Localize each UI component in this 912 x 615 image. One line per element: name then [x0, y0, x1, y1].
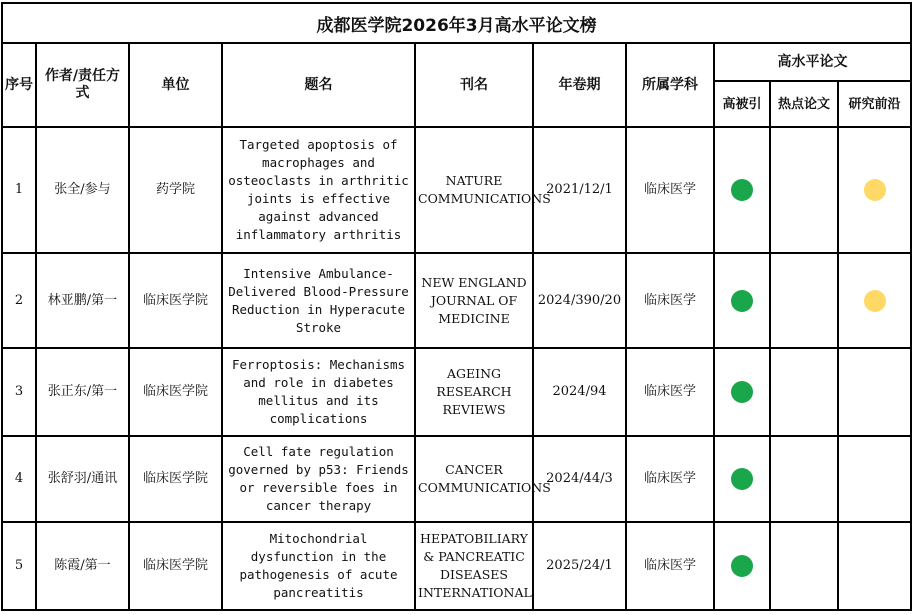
highly-cited-indicator: [731, 468, 753, 490]
cell-author: 林亚鹏/第一: [36, 253, 129, 348]
research-frontier-indicator: [864, 179, 886, 201]
cell-unit: 临床医学院: [129, 436, 222, 522]
table-title: 成都医学院2026年3月高水平论文榜: [2, 3, 911, 43]
cell-journal: NATURE COMMUNICATIONS: [415, 127, 533, 253]
header-topic: 题名: [222, 43, 415, 127]
table-row: [2, 348, 911, 436]
cell-seq: 2: [2, 253, 36, 348]
paper-ranking-table: [1, 2, 912, 611]
cell-volume: 2025/24/1: [533, 522, 626, 610]
cell-topic: Targeted apoptosis of macrophages and osteoclasts in arthritic joints is effective against advanced inflammatory arthritis: [222, 127, 415, 253]
cell-volume: 2024/94: [533, 348, 626, 436]
highly-cited-indicator: [731, 179, 753, 201]
highly-cited-indicator: [731, 555, 753, 577]
cell-seq: 1: [2, 127, 36, 253]
cell-discipline: 临床医学: [626, 127, 714, 253]
cell-journal: NEW ENGLAND JOURNAL OF MEDICINE: [415, 253, 533, 348]
cell-frontier: [838, 436, 911, 522]
cell-author: 张全/参与: [36, 127, 129, 253]
cell-frontier: [838, 127, 911, 253]
header-volume: 年卷期: [533, 43, 626, 127]
cell-seq: 4: [2, 436, 36, 522]
cell-topic: Ferroptosis: Mechanisms and role in diabetes mellitus and its complications: [222, 348, 415, 436]
cell-frontier: [838, 348, 911, 436]
cell-author: 张舒羽/通讯: [36, 436, 129, 522]
cell-author: 陈霞/第一: [36, 522, 129, 610]
cell-volume: 2024/44/3: [533, 436, 626, 522]
table-row: [2, 127, 911, 253]
header-highly-cited: 高被引: [714, 81, 770, 127]
cell-seq: 3: [2, 348, 36, 436]
cell-unit: 药学院: [129, 127, 222, 253]
header-unit: 单位: [129, 43, 222, 127]
cell-volume: 2021/12/1: [533, 127, 626, 253]
table-row: [2, 436, 911, 522]
cell-cited: [714, 253, 770, 348]
table-row: [2, 522, 911, 610]
cell-cited: [714, 522, 770, 610]
highly-cited-indicator: [731, 290, 753, 312]
cell-topic: Intensive Ambulance-Delivered Blood-Pressure Reduction in Hyperacute Stroke: [222, 253, 415, 348]
header-discipline: 所属学科: [626, 43, 714, 127]
cell-hot: [770, 253, 838, 348]
cell-cited: [714, 348, 770, 436]
cell-discipline: 临床医学: [626, 253, 714, 348]
header-high-level-group: 高水平论文: [714, 43, 911, 81]
cell-seq: 5: [2, 522, 36, 610]
header-author: 作者/责任方式: [36, 43, 129, 127]
cell-unit: 临床医学院: [129, 253, 222, 348]
table-row: [2, 253, 911, 348]
header-journal: 刊名: [415, 43, 533, 127]
research-frontier-indicator: [864, 290, 886, 312]
cell-topic: Mitochondrial dysfunction in the pathogenesis of acute pancreatitis: [222, 522, 415, 610]
cell-hot: [770, 127, 838, 253]
table-body: [2, 127, 911, 610]
cell-hot: [770, 436, 838, 522]
cell-journal: AGEING RESEARCH REVIEWS: [415, 348, 533, 436]
header-seq: 序号: [2, 43, 36, 127]
cell-discipline: 临床医学: [626, 436, 714, 522]
highly-cited-indicator: [731, 381, 753, 403]
cell-journal: HEPATOBILIARY & PANCREATIC DISEASES INTERNATIONAL: [415, 522, 533, 610]
cell-discipline: 临床医学: [626, 348, 714, 436]
cell-cited: [714, 436, 770, 522]
cell-frontier: [838, 522, 911, 610]
cell-frontier: [838, 253, 911, 348]
cell-topic: Cell fate regulation governed by p53: Friends or reversible foes in cancer therapy: [222, 436, 415, 522]
cell-unit: 临床医学院: [129, 348, 222, 436]
cell-author: 张正东/第一: [36, 348, 129, 436]
header-research-frontier: 研究前沿: [838, 81, 911, 127]
cell-hot: [770, 348, 838, 436]
cell-unit: 临床医学院: [129, 522, 222, 610]
cell-hot: [770, 522, 838, 610]
cell-cited: [714, 127, 770, 253]
cell-discipline: 临床医学: [626, 522, 714, 610]
cell-journal: CANCER COMMUNICATIONS: [415, 436, 533, 522]
header-hot-paper: 热点论文: [770, 81, 838, 127]
cell-volume: 2024/390/20: [533, 253, 626, 348]
